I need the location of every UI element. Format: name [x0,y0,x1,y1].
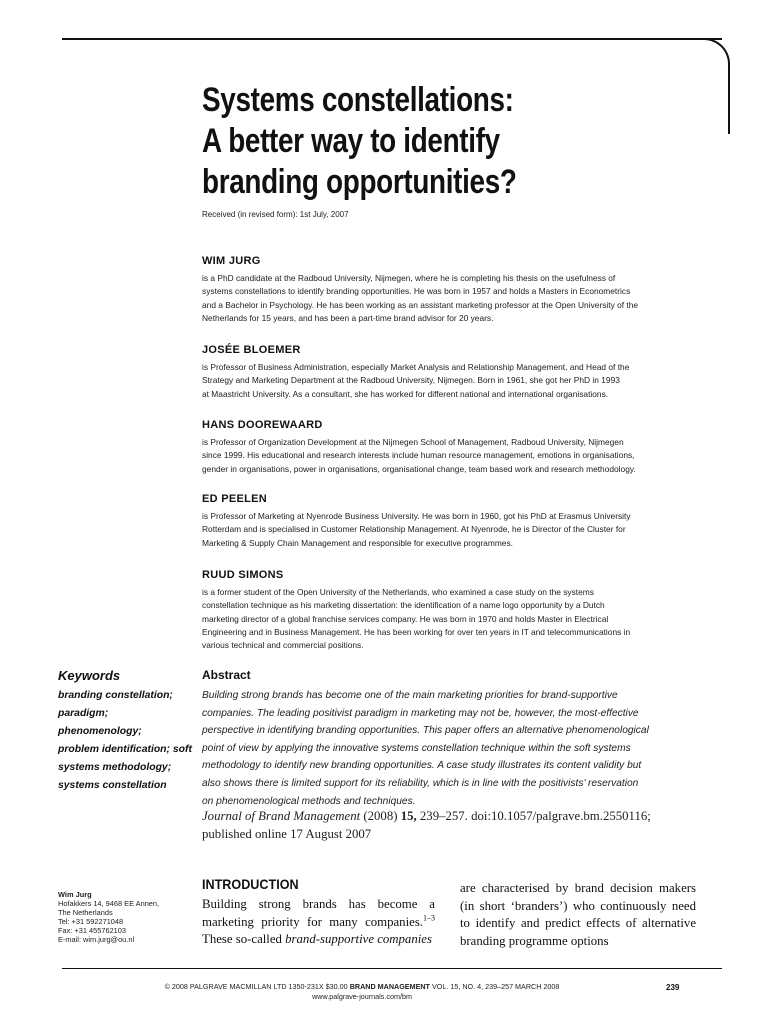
page-number: 239 [666,983,680,992]
corresponding-contact [58,890,198,944]
contact-line: The Netherlands [58,908,113,917]
abstract-line: Building strong brands has become one of the main marketing priorities for brand-supportive [202,690,618,701]
author-block-4 [202,493,692,550]
article-title [202,80,628,203]
bio-line: at Maastricht University. As a consultant, she has worked for different national and international organisations. [202,388,609,399]
author-name: WIM JURG [202,255,261,267]
keyword-line: problem identification; soft [58,744,192,755]
citation-line-1 [202,808,702,826]
page-corner-decoration [700,38,730,134]
top-rule [62,38,722,40]
contact-email: E-mail: wim.jurg@ou.nl [58,935,135,944]
journal-caps: BRAND MANAGEMENT [349,982,430,991]
footnote-ref: 1–3 [423,913,435,923]
author-block-5 [202,569,692,652]
introduction-heading: INTRODUCTION [202,876,299,892]
citation-volume: 15, [400,809,417,823]
author-name: HANS DOOREWAARD [202,419,323,431]
abstract-line: also shows there is limited support for its reliability, which is in line with the positivists’ reservation [202,777,639,789]
bio-line: Engineering and in Business Management. He has been working for over ten years in IT and telecommunications in [202,626,631,637]
citation-published: published online 17 August 2007 [202,826,372,841]
bio-line: is Professor of Marketing at Nyenrode Business University. He was born in 1960, got his PhD at Erasmus University [202,511,631,521]
bio-line: Rotterdam and is specialised in Customer Relationship Management. At Nyenrode, he is Director of the Cluster for [202,524,626,535]
bio-line: and a Bachelor in Psychology. He has been working as an assistant marketing professor at the Open University of the [202,299,639,310]
abstract-text [202,687,702,810]
abstract-line: perspective in identifying branding opportunities. This paper offers an alternative phenomenological [202,725,649,737]
website-link[interactable]: www.palgrave-journals.com/bm [312,992,412,1001]
author-bio [202,510,692,550]
bio-line: systems constellations to identify branding opportunities. He was born in 1957 and holds a Masters in Econometrics [202,286,631,297]
author-bio [202,436,692,476]
intro-text: Building strong brands has become a marketing priority for many companies. [202,897,435,929]
bio-line: constellation technique as his marketing dissertation: the identification of a name logo opportunity by a Dutch [202,600,605,611]
intro-text: These so-called [202,932,282,946]
citation-pages-doi: 239–257. doi:10.1057/palgrave.bm.2550116; [419,809,651,823]
page-footer [62,982,662,1002]
citation [202,808,702,843]
intro-column-1 [202,896,435,949]
keywords-heading: Keywords [58,668,121,683]
footer-rule [62,968,722,969]
keyword-line: systems methodology; [58,762,172,773]
copyright: © 2008 PALGRAVE MACMILLAN LTD 1350-231X $30.00 [164,982,348,991]
author-bio [202,361,692,401]
citation-year: (2008) [363,809,398,823]
abstract-line: companies. The leading positivist paradigm in marketing may not be, however, the most-effective [202,707,639,719]
author-block-1 [202,255,692,325]
bio-line: is a PhD candidate at the Radboud University, Nijmegen, where he is completing his thesis on the usefulness of [202,273,616,283]
bio-line: is Professor of Organization Development at the Nijmegen School of Management, Radboud University, Nijmegen [202,437,624,447]
author-name: ED PEELEN [202,493,268,505]
keyword-line: systems constellation [58,780,167,791]
title-line-1: Systems constellations: [202,81,514,119]
abstract-line: methodology to identify new branding opportunities. A case study illustrates its content validity but [202,760,642,772]
bio-line: Strategy and Marketing Department at the Radboud University, Nijmegen. Born in 1961, she got her PhD in 1993 [202,375,620,386]
contact-line: Hofakkers 14, 9468 EE Annen, [58,899,160,908]
title-line-2: A better way to identify [202,122,500,160]
abstract-line: on phenomenological methods and techniques. [202,795,416,807]
author-name: RUUD SIMONS [202,569,284,581]
author-block-2 [202,344,692,401]
bio-line: gender in organisations, power in organisations, organisational change, team based work and research methodology. [202,463,636,474]
bio-line: Marketing & Supply Chain Management and responsible for executive programmes. [202,537,513,548]
bio-line: marketing director of a global franchise services company. He was born in 1970 and holds Master in Electrical [202,613,609,624]
author-bio [202,272,692,325]
keyword-line: paradigm; phenomenology; [58,708,142,737]
bio-line: various technical and commercial positions. [202,640,364,651]
intro-column-2: are characterised by brand decision makers (in short ‘branders’) who continuously need to identify and predict effects of alternative branding programme options [460,881,696,948]
footer-line-1 [62,982,662,992]
contact-line: Fax: +31 455762103 [58,926,127,935]
received-date: Received (in revised form): 1st July, 2007 [202,210,349,219]
keywords-list [58,687,193,795]
bio-line: since 1999. His educational and research interests include human resource management, emotions in organisations, [202,450,635,461]
abstract-heading: Abstract [202,668,251,682]
intro-emphasis: brand-supportive companies [285,932,432,946]
contact-line: Tel: +31 592271048 [58,917,124,926]
author-block-3 [202,419,692,476]
keyword-line: branding constellation; [58,690,173,701]
journal-name: Journal of Brand Management [202,809,361,823]
bio-line: is a former student of the Open University of the Netherlands, who examined a case study on the systems [202,587,594,597]
issue-info: VOL. 15, NO. 4, 239–257 MARCH 2008 [431,982,560,991]
author-bio [202,586,692,652]
contact-name: Wim Jurg [58,890,92,899]
bio-line: Netherlands for 15 years, and has been a part-time brand advisor for 20 years. [202,312,494,323]
abstract-line: point of view by applying the innovative systems constellation technique within the soft systems [202,742,631,754]
author-name: JOSÉE BLOEMER [202,344,301,356]
bio-line: is Professor of Business Administration, especially Market Analysis and Relationship Management, and Head of the [202,362,630,372]
title-line-3: branding opportunities? [202,163,517,201]
